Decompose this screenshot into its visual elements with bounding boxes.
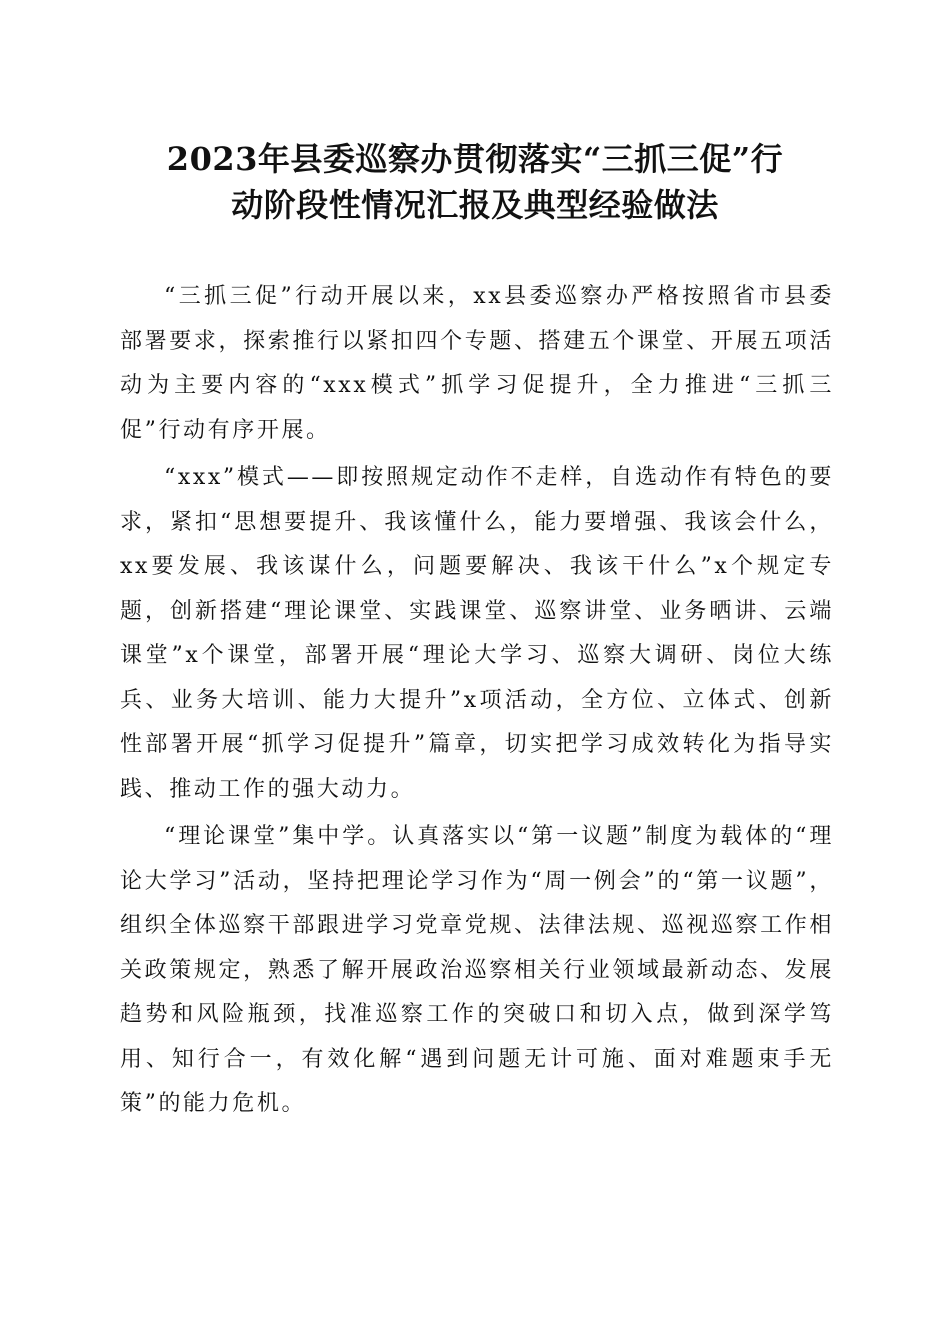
document-title: [120, 136, 830, 228]
paragraph-model: “xxx”模式——即按照规定动作不走样，自选动作有特色的要求，紧扣“思想要提升、我该懂什么，能力要增强、我该会什么，xx要发展、我该谋什么，问题要解决、我该干什么”x个规定专题，创新搭建“理论课堂、实践课堂、巡察讲堂、业务晒讲、云端课堂”x个课堂，部署开展“理论大学习、巡察大调研、岗位大练兵、业务大培训、能力大提升”x项活动，全方位、立体式、创新性部署开展“抓学习促提升”篇章，切实把学习成效转化为指导实践、推动工作的强大动力。: [120, 465, 834, 802]
title-line-1: 2023年县委巡察办贯彻落实“三抓三促”行: [166, 140, 784, 178]
paragraph-theory-class: “理论课堂”集中学。认真落实以“第一议题”制度为载体的“理论大学习”活动，坚持把理论学习作为“周一例会”的“第一议题”，组织全体巡察干部跟进学习党章党规、法律法规、巡视巡察工作相关政策规定，熟悉了解开展政治巡察相关行业领域最新动态、发展趋势和风险瓶颈，找准巡察工作的突破口和切入点，做到深学笃用、知行合一，有效化解“遇到问题无计可施、面对难题束手无策”的能力危机。: [120, 824, 834, 1116]
paragraph-intro: “三抓三促”行动开展以来，xx县委巡察办严格按照省市县委部署要求，探索推行以紧扣四个专题、搭建五个课堂、开展五项活动为主要内容的“xxx模式”抓学习促提升，全力推进“三抓三促”行动有序开展。: [120, 284, 834, 443]
title-line-2: 动阶段性情况汇报及典型经验做法: [231, 186, 719, 224]
document-body: [120, 275, 834, 1130]
